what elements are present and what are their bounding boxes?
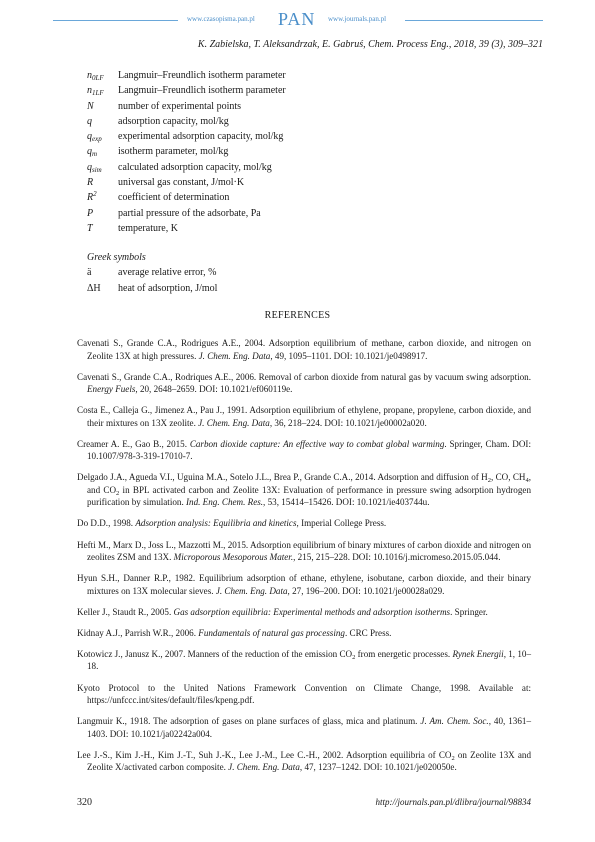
symbol-description: number of experimental points (118, 100, 242, 112)
reference-item: Kidnay A.J., Parrish W.R., 2006. Fundamentals of natural gas processing. CRC Press. (77, 627, 392, 638)
symbol-description: isotherm parameter, mol/kg (118, 146, 229, 158)
symbol-description: partial pressure of the adsorbate, Pa (118, 207, 261, 219)
reference-item: Delgado J.A., Agueda V.I., Uguina M.A., Sotelo J.L., Brea P., Grande C.A., 2014. Adsorption and diffusion of $H_2$, CO, $CH_4$, and $CO_2$ in BPL activated carbon and Zeolite 13X: Evaluation of performance in pressure swing adsorption hydrogen purification by simulation. Ind. Eng. Chem. Res., 53, 15414–15426. DOI: 10.1021/ie403744u. (77, 472, 531, 508)
symbol-description: coefficient of determination (118, 192, 230, 204)
greek-symbol-description: heat of adsorption, J/mol (118, 282, 218, 294)
symbol: q (87, 115, 92, 127)
symbol: T (87, 222, 93, 234)
symbol-row (87, 175, 547, 190)
reference-item: Costa E., Calleja G., Jimenez A., Pau J., 1991. Adsorption equilibrium of ethylene, propane, propylene, carbon dioxide, and their mixtures on 13X zeolite. J. Chem. Eng. Data, 36, 218–224. DOI: 10.1021/je00002a020. (77, 405, 531, 428)
symbol-row (87, 114, 547, 129)
masthead-right-url[interactable]: www.journals.pan.pl (328, 15, 387, 23)
masthead-rule-left (53, 20, 178, 21)
reference-item: Kotowicz J., Janusz K., 2007. Manners of the reduction of the emission $CO_2$ from energetic processes. Rynek Energii, 1, 10–18. (77, 648, 531, 672)
symbol-row (87, 160, 547, 175)
symbol-row (87, 190, 547, 205)
masthead-rule-right (405, 20, 543, 21)
greek-symbols-title: Greek symbols (87, 252, 146, 264)
reference-item: Hyun S.H., Danner R.P., 1982. Equilibrium adsorption of ethane, ethylene, isobutane, carbon dioxide, and their binary mixtures on 13X molecular sieves. J. Chem. Eng. Data, 27, 196–200. DOI: 10.1021/je00028a029. (77, 573, 531, 596)
greek-symbol: ΔH (87, 282, 101, 294)
journal-masthead (0, 9, 595, 31)
greek-symbol-row (87, 281, 547, 296)
symbol-row (87, 221, 547, 236)
nomenclature (87, 68, 547, 296)
symbol: $q_{sim}$ (87, 161, 102, 174)
references-heading: REFERENCES (264, 310, 331, 321)
symbol-description: calculated adsorption capacity, mol/kg (118, 161, 272, 173)
symbol-row (87, 99, 547, 114)
symbol-description: universal gas constant, J/mol·K (118, 177, 245, 189)
page-number: 320 (77, 797, 92, 808)
reference-item: Cavenati S., Grande C.A., Rodriques A.E., 2006. Removal of carbon dioxide from natural gas by vacuum swing adsorption. Energy Fuels, 20, 2648–2659. DOI: 10.1021/ef060119e. (77, 371, 531, 395)
reference-item: Creamer A. E., Gao B., 2015. Carbon dioxide capture: An effective way to combat global warming. Springer, Cham. DOI: 10.1007/978-3-319-17010-7. (77, 438, 531, 462)
symbol-row (87, 68, 547, 83)
greek-symbol-description: average relative error, % (118, 267, 217, 279)
running-head: K. Zabielska, T. Aleksandrzak, E. Gabruś, Chem. Process Eng., 2018, 39 (3), 309–321 (197, 39, 543, 50)
symbol-description: experimental adsorption capacity, mol/kg (118, 131, 284, 143)
reference-item: Keller J., Staudt R., 2005. Gas adsorption equilibria: Experimental methods and adsorption isotherms. Springer. (77, 606, 488, 617)
symbol: $R^2$ (87, 190, 97, 204)
symbol: N (87, 100, 94, 112)
symbol-description: adsorption capacity, mol/kg (118, 115, 229, 127)
pan-logo: PAN (278, 9, 316, 29)
reference-item: Do D.D., 1998. Adsorption analysis: Equilibria and kinetics, Imperial College Press. (77, 518, 387, 529)
symbol-row (87, 144, 547, 159)
symbol: R (87, 177, 94, 189)
symbol: $n_{0LF}$ (87, 70, 104, 82)
symbol-description: temperature, K (118, 222, 178, 234)
greek-symbol-list (87, 265, 547, 296)
symbol-row (87, 206, 547, 221)
reference-list (77, 337, 531, 782)
greek-symbol: ä (87, 267, 92, 279)
symbol: $n_{1LF}$ (87, 85, 104, 98)
symbol: $q_m$ (87, 146, 98, 159)
reference-item: Lee J.-S., Kim J.-H., Kim J.-T., Suh J.-K., Lee J.-M., Lee C.-H., 2002. Adsorption equilibria of $CO_2$ on Zeolite 13X and Zeolite X/activated carbon composite. J. Chem. Eng. Data, 47, 1237–1242. DOI: 10.1021/je020050e. (77, 749, 532, 773)
reference-item: Kyoto Protocol to the United Nations Framework Convention on Climate Change, 1998. Available at: https://unfccc.int/sites/default/files/kpeng.pdf. (77, 682, 531, 706)
symbol: P (87, 207, 94, 219)
symbol-list (87, 68, 547, 236)
symbol: $q_{exp}$ (87, 131, 102, 144)
reference-item: Langmuir K., 1918. The adsorption of gases on plane surfaces of glass, mica and platinum. J. Am. Chem. Soc., 40, 1361–1403. DOI: 10.1021/ja02242a004. (77, 716, 531, 739)
greek-symbol-row (87, 265, 547, 280)
symbol-row (87, 129, 547, 144)
symbol-row (87, 83, 547, 98)
reference-item: Hefti M., Marx D., Joss L., Mazzotti M., 2015. Adsorption equilibrium of binary mixtures of carbon dioxide and nitrogen on zeolites ZSM and 13X. Microporous Mesoporous Mater., 215, 215–228. DOI: 10.1016/j.micromeso.2015.05.044. (77, 539, 531, 563)
symbol-description: Langmuir–Freundlich isotherm parameter (118, 85, 286, 97)
masthead-left-url[interactable]: www.czasopisma.pan.pl (187, 15, 255, 23)
footer-url[interactable]: http://journals.pan.pl/dlibra/journal/98834 (375, 797, 531, 807)
reference-item: Cavenati S., Grande C.A., Rodrigues A.E., 2004. Adsorption equilibrium of methane, carbon dioxide, and nitrogen on Zeolite 13X at high pressures. J. Chem. Eng. Data, 49, 1095–1101. DOI: 10.1021/je0498917. (77, 338, 531, 361)
symbol-description: Langmuir–Freundlich isotherm parameter (118, 70, 286, 81)
